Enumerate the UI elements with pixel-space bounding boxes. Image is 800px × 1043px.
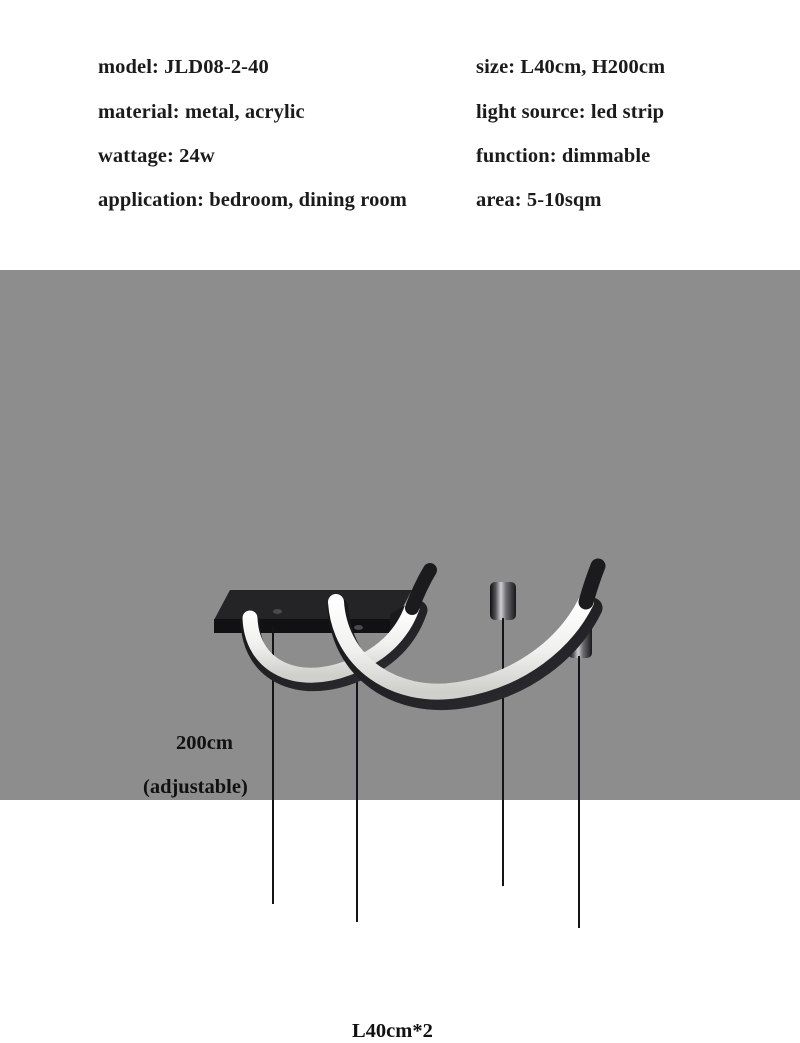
width-dimension-label: L40cm*2 xyxy=(352,1020,433,1042)
canopy-cable-hole xyxy=(354,625,363,630)
height-adjustable-note: (adjustable) xyxy=(143,776,248,798)
arc-right-tail xyxy=(586,566,598,602)
specification-table xyxy=(0,0,800,270)
spec-row xyxy=(98,178,788,222)
spec-material: material: metal, acrylic xyxy=(98,100,305,123)
spec-row xyxy=(98,90,788,134)
product-photo xyxy=(0,270,800,1042)
height-dimension-label: 200cm xyxy=(176,732,233,754)
spec-row xyxy=(98,45,788,89)
spec-application: application: bedroom, dining room xyxy=(98,188,407,211)
lamp-arcs xyxy=(0,270,800,800)
suspension-wire xyxy=(356,652,358,922)
canopy-top-face xyxy=(214,590,412,620)
spec-function: function: dimmable xyxy=(476,144,651,167)
spec-size: size: L40cm, H200cm xyxy=(476,55,666,78)
suspension-wire xyxy=(272,626,274,904)
photo-scene xyxy=(0,270,800,1042)
spec-wattage: wattage: 24w xyxy=(98,144,215,167)
spec-area: area: 5-10sqm xyxy=(476,188,602,211)
spec-model: model: JLD08-2-40 xyxy=(98,55,269,78)
canopy-front-face xyxy=(214,619,396,633)
ceiling-cup xyxy=(568,622,592,658)
spec-light-source: light source: led strip xyxy=(476,100,665,123)
spec-row xyxy=(98,134,788,178)
ceiling-cup xyxy=(490,582,516,620)
canopy-cable-hole xyxy=(273,609,282,614)
ceiling-canopy xyxy=(214,590,414,634)
suspension-wire xyxy=(502,618,504,886)
suspension-wire xyxy=(578,656,580,928)
